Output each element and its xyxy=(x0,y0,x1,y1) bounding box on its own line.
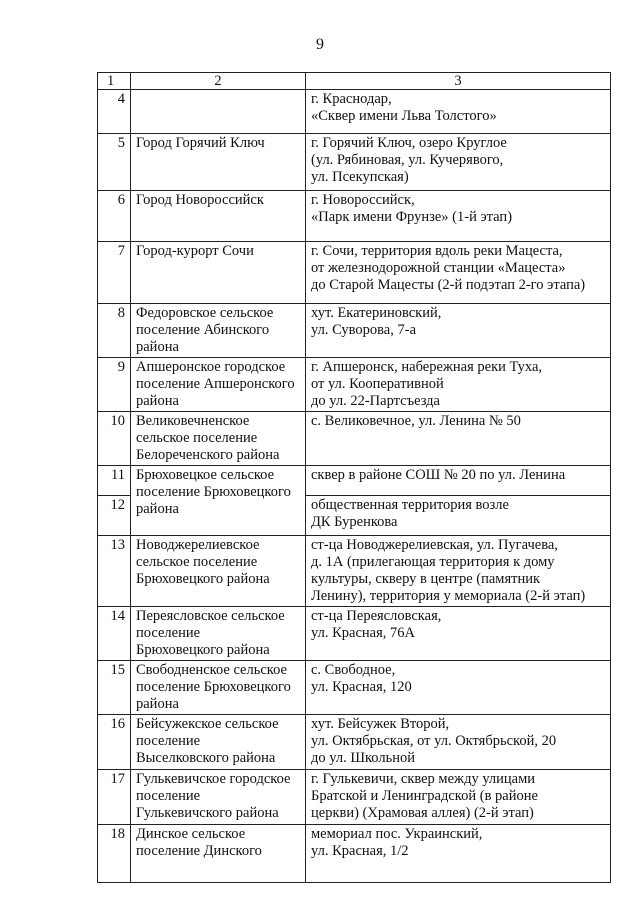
row-number: 13 xyxy=(98,536,131,607)
header-col-2: 2 xyxy=(131,73,306,90)
location-cell: г. Сочи, территория вдоль реки Мацеста, от железнодорожной станции «Мацеста» до Старой Мацесты (2-й подэтап 2-го этапа) xyxy=(306,242,611,304)
location-cell: общественная территория возле ДК Буренкова xyxy=(306,496,611,536)
table-row xyxy=(98,661,611,715)
location-cell: г. Апшеронск, набережная реки Туха, от ул. Кооперативной до ул. 22-Партсъезда xyxy=(306,358,611,412)
table-row xyxy=(98,134,611,191)
table-row xyxy=(98,304,611,358)
row-number: 16 xyxy=(98,715,131,770)
row-number: 17 xyxy=(98,770,131,825)
municipality-cell: Новоджерелиевское сельское поселение Брюховецкого района xyxy=(131,536,306,607)
table-header-row xyxy=(98,73,611,90)
table-row xyxy=(98,358,611,412)
location-cell: мемориал пос. Украинский, ул. Красная, 1/2 xyxy=(306,825,611,883)
row-number: 5 xyxy=(98,134,131,191)
row-number: 4 xyxy=(98,90,131,134)
row-number: 8 xyxy=(98,304,131,358)
table-row xyxy=(98,825,611,883)
municipality-cell xyxy=(131,90,306,134)
municipality-cell: Город Горячий Ключ xyxy=(131,134,306,191)
location-cell: ст-ца Новоджерелиевская, ул. Пугачева, д. 1А (прилегающая территория к дому культуры, скверу в центре (памятник Ленину), территория у мемориала (2-й этап) xyxy=(306,536,611,607)
header-col-1: 1 xyxy=(98,73,131,90)
location-cell: сквер в районе СОШ № 20 по ул. Ленина xyxy=(306,466,611,496)
row-number: 18 xyxy=(98,825,131,883)
table-row xyxy=(98,191,611,242)
header-col-3: 3 xyxy=(306,73,611,90)
location-cell: ст-ца Переясловская, ул. Красная, 76А xyxy=(306,607,611,661)
location-cell: г. Новороссийск, «Парк имени Фрунзе» (1-й этап) xyxy=(306,191,611,242)
row-number: 7 xyxy=(98,242,131,304)
municipality-cell: Брюховецкое сельское поселение Брюховецкого района xyxy=(131,466,306,536)
municipality-cell: Свободненское сельское поселение Брюховецкого района xyxy=(131,661,306,715)
row-number: 11 xyxy=(98,466,131,496)
row-number: 15 xyxy=(98,661,131,715)
table-row xyxy=(98,242,611,304)
location-cell: г. Краснодар, «Сквер имени Льва Толстого» xyxy=(306,90,611,134)
location-cell: хут. Екатериновский, ул. Суворова, 7-а xyxy=(306,304,611,358)
row-number: 10 xyxy=(98,412,131,466)
municipality-cell: Динское сельское поселение Динского xyxy=(131,825,306,883)
location-cell: хут. Бейсужек Второй, ул. Октябрьская, от ул. Октябрьской, 20 до ул. Школьной xyxy=(306,715,611,770)
table-row xyxy=(98,770,611,825)
municipality-cell: Федоровское сельское поселение Абинского района xyxy=(131,304,306,358)
territories-table xyxy=(97,72,611,883)
table-row xyxy=(98,466,611,496)
row-number: 9 xyxy=(98,358,131,412)
row-number: 14 xyxy=(98,607,131,661)
table-row xyxy=(98,412,611,466)
location-cell: г. Горячий Ключ, озеро Круглое (ул. Рябиновая, ул. Кучерявого, ул. Псекупская) xyxy=(306,134,611,191)
location-cell: с. Великовечное, ул. Ленина № 50 xyxy=(306,412,611,466)
municipality-cell: Великовечненское сельское поселение Белореченского района xyxy=(131,412,306,466)
row-number: 6 xyxy=(98,191,131,242)
location-cell: г. Гулькевичи, сквер между улицами Братской и Ленинградской (в районе церкви) (Храмовая аллея) (2-й этап) xyxy=(306,770,611,825)
municipality-cell: Гулькевичское городское поселение Гулькевичского района xyxy=(131,770,306,825)
municipality-cell: Бейсужекское сельское поселение Выселковского района xyxy=(131,715,306,770)
table-row xyxy=(98,715,611,770)
page-number: 9 xyxy=(316,36,324,53)
municipality-cell: Город Новороссийск xyxy=(131,191,306,242)
location-cell: с. Свободное, ул. Красная, 120 xyxy=(306,661,611,715)
table-row xyxy=(98,607,611,661)
table-row xyxy=(98,536,611,607)
row-number: 12 xyxy=(98,496,131,536)
municipality-cell: Переясловское сельское поселение Брюховецкого района xyxy=(131,607,306,661)
table-row xyxy=(98,90,611,134)
municipality-cell: Апшеронское городское поселение Апшеронского района xyxy=(131,358,306,412)
municipality-cell: Город-курорт Сочи xyxy=(131,242,306,304)
